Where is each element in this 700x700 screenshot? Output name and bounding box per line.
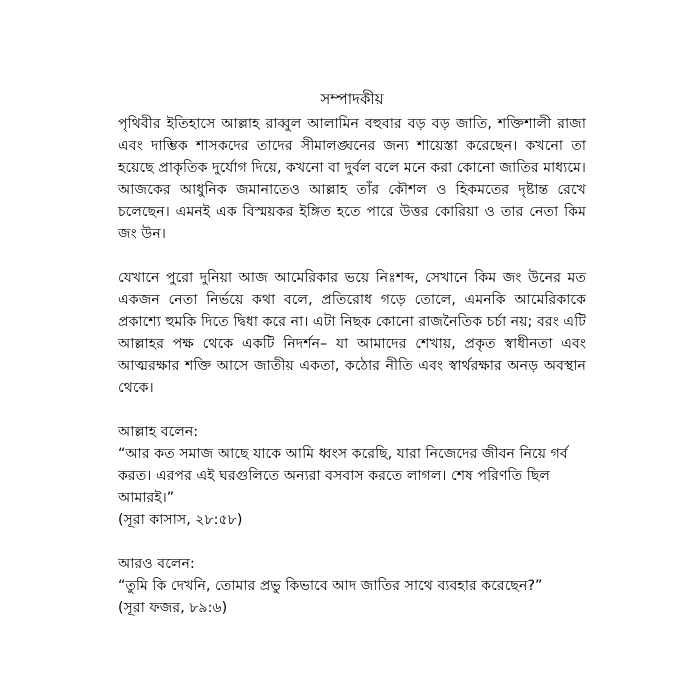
quote-intro: আল্লাহ বলেন: <box>118 424 199 440</box>
quote-block-2 <box>118 553 586 619</box>
paragraph-intro: পৃথিবীর ইতিহাসে আল্লাহ রাব্বুল আলামিন বহুবার বড় বড় জাতি, শক্তিশালী রাজা এবং দাম্ভিক শাসকদের তাদের সীমালঙ্ঘনের জন্য শায়েস্তা করেছেন। কখনো তা হয়েছে প্রাকৃতিক দুর্যোগ দিয়ে, কখনো বা দুর্বল বলে মনে করা কোনো জাতির মাধ্যমে। আজকের আধুনিক জমানাতেও আল্লাহ তাঁর কৌশল ও হিকমতের দৃষ্টান্ত রেখে চলেছেন। এমনই এক বিস্ময়কর ইঙ্গিত হতে পারে উত্তর কোরিয়া ও তার নেতা কিম জং উন। <box>118 116 586 242</box>
paragraph-spacer <box>118 245 586 267</box>
paragraph-spacer <box>118 399 586 421</box>
paragraph-body: যেখানে পুরো দুনিয়া আজ আমেরিকার ভয়ে নিঃশব্দ, সেখানে কিম জং উনের মত একজন নেতা নির্ভয়ে কথা বলে, প্রতিরোধ গড়ে তোলে, এমনকি আমেরিকাকে প্রকাশ্যে হুমকি দিতে দ্বিধা করে না। এটা নিছক কোনো রাজনৈতিক চর্চা নয়; বরং এটি আল্লাহর পক্ষ থেকে একটি নিদর্শন– যা আমাদের শেখায়, প্রকৃত স্বাধীনতা এবং আত্মরক্ষার শক্তি আসে জাতীয় একতা, কঠোর নীতি এবং স্বার্থরক্ষার অনড় অবস্থান থেকে। <box>118 270 586 396</box>
quote-text: “আর কত সমাজ আছে যাকে আমি ধ্বংস করেছি, যারা নিজেদের জীবন নিয়ে গর্ব করত। এরপর এই ঘরগুলিতে অন্যরা বসবাস করতে লাগল। শেষ পরিণতি ছিল আমারই।” <box>118 446 568 506</box>
quote-reference: (সূরা কাসাস, ২৮:৫৮) <box>118 512 243 528</box>
quote-reference: (সূরা ফজর, ৮৯:৬) <box>118 600 228 616</box>
page-title: সম্পাদকীয় <box>320 90 384 108</box>
paragraph-spacer <box>118 531 586 553</box>
quote-block-1 <box>118 421 586 531</box>
quote-text: “তুমি কি দেখনি, তোমার প্রভু কিভাবে আদ জাতির সাথে ব্যবহার করেছেন?” <box>118 578 543 594</box>
quote-intro: আরও বলেন: <box>118 556 195 572</box>
editorial-page <box>118 88 586 619</box>
